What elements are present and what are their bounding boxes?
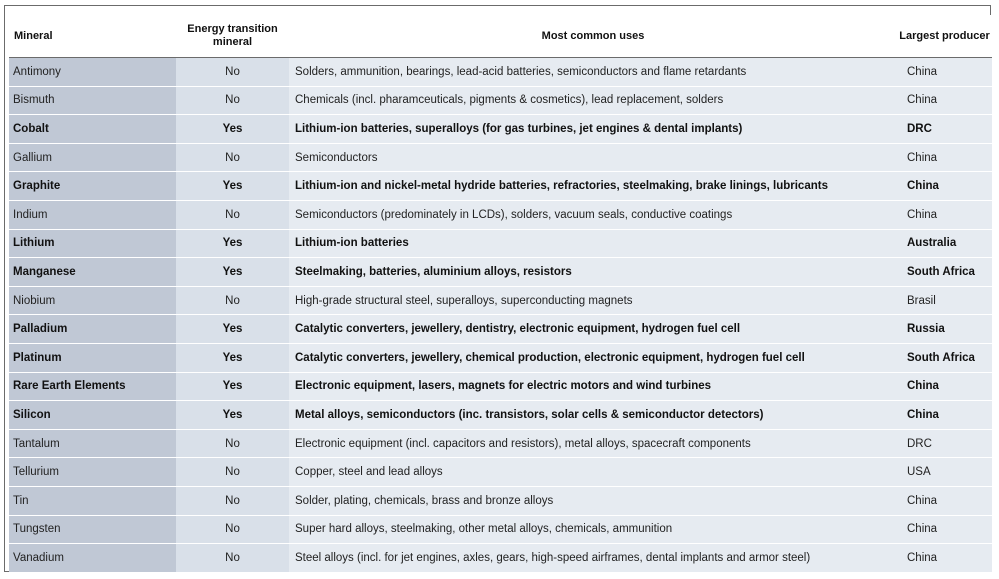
producer-cell: China <box>897 486 992 515</box>
table-row <box>9 172 992 201</box>
mineral-cell: Lithium <box>9 229 176 258</box>
uses-cell: Lithium-ion batteries <box>289 229 897 258</box>
energy-cell: No <box>176 143 289 172</box>
mineral-cell: Rare Earth Elements <box>9 372 176 401</box>
energy-cell: No <box>176 429 289 458</box>
uses-cell: Catalytic converters, jewellery, chemical production, electronic equipment, hydrogen fuel cell <box>289 343 897 372</box>
producer-cell: China <box>897 544 992 573</box>
uses-cell: Lithium-ion batteries, superalloys (for gas turbines, jet engines & dental implants) <box>289 115 897 144</box>
uses-cell: Semiconductors <box>289 143 897 172</box>
uses-cell: Copper, steel and lead alloys <box>289 458 897 487</box>
table-row <box>9 544 992 573</box>
header-uses: Most common uses <box>289 15 897 58</box>
table-row <box>9 458 992 487</box>
producer-cell: China <box>897 515 992 544</box>
table-row <box>9 429 992 458</box>
table-row <box>9 200 992 229</box>
uses-cell: Super hard alloys, steelmaking, other metal alloys, chemicals, ammunition <box>289 515 897 544</box>
table-row <box>9 229 992 258</box>
uses-cell: Chemicals (incl. pharamceuticals, pigments & cosmetics), lead replacement, solders <box>289 86 897 115</box>
producer-cell: Russia <box>897 315 992 344</box>
mineral-cell: Niobium <box>9 286 176 315</box>
energy-cell: No <box>176 200 289 229</box>
mineral-cell: Tin <box>9 486 176 515</box>
header-producer: Largest producer <box>897 15 992 58</box>
mineral-cell: Tellurium <box>9 458 176 487</box>
mineral-cell: Silicon <box>9 401 176 430</box>
table-row <box>9 515 992 544</box>
producer-cell: South Africa <box>897 343 992 372</box>
uses-cell: High-grade structural steel, superalloys, superconducting magnets <box>289 286 897 315</box>
header-energy-transition <box>176 15 289 58</box>
energy-cell: Yes <box>176 315 289 344</box>
mineral-cell: Graphite <box>9 172 176 201</box>
mineral-cell: Indium <box>9 200 176 229</box>
mineral-cell: Palladium <box>9 315 176 344</box>
mineral-cell: Bismuth <box>9 86 176 115</box>
mineral-cell: Vanadium <box>9 544 176 573</box>
mineral-cell: Manganese <box>9 258 176 287</box>
energy-cell: No <box>176 458 289 487</box>
producer-cell: China <box>897 200 992 229</box>
producer-cell: China <box>897 143 992 172</box>
producer-cell: DRC <box>897 429 992 458</box>
uses-cell: Electronic equipment, lasers, magnets for electric motors and wind turbines <box>289 372 897 401</box>
producer-cell: China <box>897 58 992 87</box>
uses-cell: Steelmaking, batteries, aluminium alloys, resistors <box>289 258 897 287</box>
table-body <box>9 58 992 573</box>
table-row <box>9 143 992 172</box>
table-row <box>9 486 992 515</box>
energy-cell: No <box>176 486 289 515</box>
energy-cell: Yes <box>176 172 289 201</box>
energy-cell: Yes <box>176 343 289 372</box>
table-row <box>9 86 992 115</box>
producer-cell: Australia <box>897 229 992 258</box>
minerals-table <box>9 15 992 573</box>
table-row <box>9 115 992 144</box>
energy-cell: No <box>176 58 289 87</box>
table-frame <box>4 5 991 572</box>
mineral-cell: Tantalum <box>9 429 176 458</box>
mineral-cell: Platinum <box>9 343 176 372</box>
header-energy-line1: Energy transition <box>187 23 278 35</box>
table-row <box>9 286 992 315</box>
producer-cell: China <box>897 172 992 201</box>
table-row <box>9 372 992 401</box>
table-row <box>9 315 992 344</box>
energy-cell: Yes <box>176 372 289 401</box>
mineral-cell: Tungsten <box>9 515 176 544</box>
energy-cell: No <box>176 515 289 544</box>
energy-cell: Yes <box>176 229 289 258</box>
uses-cell: Semiconductors (predominately in LCDs), solders, vacuum seals, conductive coatings <box>289 200 897 229</box>
table-row <box>9 58 992 87</box>
uses-cell: Metal alloys, semiconductors (inc. transistors, solar cells & semiconductor detectors) <box>289 401 897 430</box>
header-energy-line2: mineral <box>212 36 253 48</box>
mineral-cell: Gallium <box>9 143 176 172</box>
producer-cell: China <box>897 401 992 430</box>
producer-cell: China <box>897 372 992 401</box>
mineral-cell: Cobalt <box>9 115 176 144</box>
uses-cell: Lithium-ion and nickel-metal hydride batteries, refractories, steelmaking, brake linings, lubricants <box>289 172 897 201</box>
producer-cell: DRC <box>897 115 992 144</box>
uses-cell: Solder, plating, chemicals, brass and bronze alloys <box>289 486 897 515</box>
producer-cell: South Africa <box>897 258 992 287</box>
energy-cell: No <box>176 544 289 573</box>
uses-cell: Solders, ammunition, bearings, lead-acid batteries, semiconductors and flame retardants <box>289 58 897 87</box>
uses-cell: Electronic equipment (incl. capacitors and resistors), metal alloys, spacecraft components <box>289 429 897 458</box>
producer-cell: USA <box>897 458 992 487</box>
uses-cell: Steel alloys (incl. for jet engines, axles, gears, high-speed airframes, dental implants and armor steel) <box>289 544 897 573</box>
energy-cell: No <box>176 286 289 315</box>
mineral-cell: Antimony <box>9 58 176 87</box>
energy-cell: Yes <box>176 115 289 144</box>
table-header-row <box>9 15 992 58</box>
header-mineral: Mineral <box>9 15 176 58</box>
energy-cell: Yes <box>176 258 289 287</box>
energy-cell: Yes <box>176 401 289 430</box>
producer-cell: China <box>897 86 992 115</box>
energy-cell: No <box>176 86 289 115</box>
table-row <box>9 343 992 372</box>
uses-cell: Catalytic converters, jewellery, dentistry, electronic equipment, hydrogen fuel cell <box>289 315 897 344</box>
table-row <box>9 258 992 287</box>
producer-cell: Brasil <box>897 286 992 315</box>
table-row <box>9 401 992 430</box>
